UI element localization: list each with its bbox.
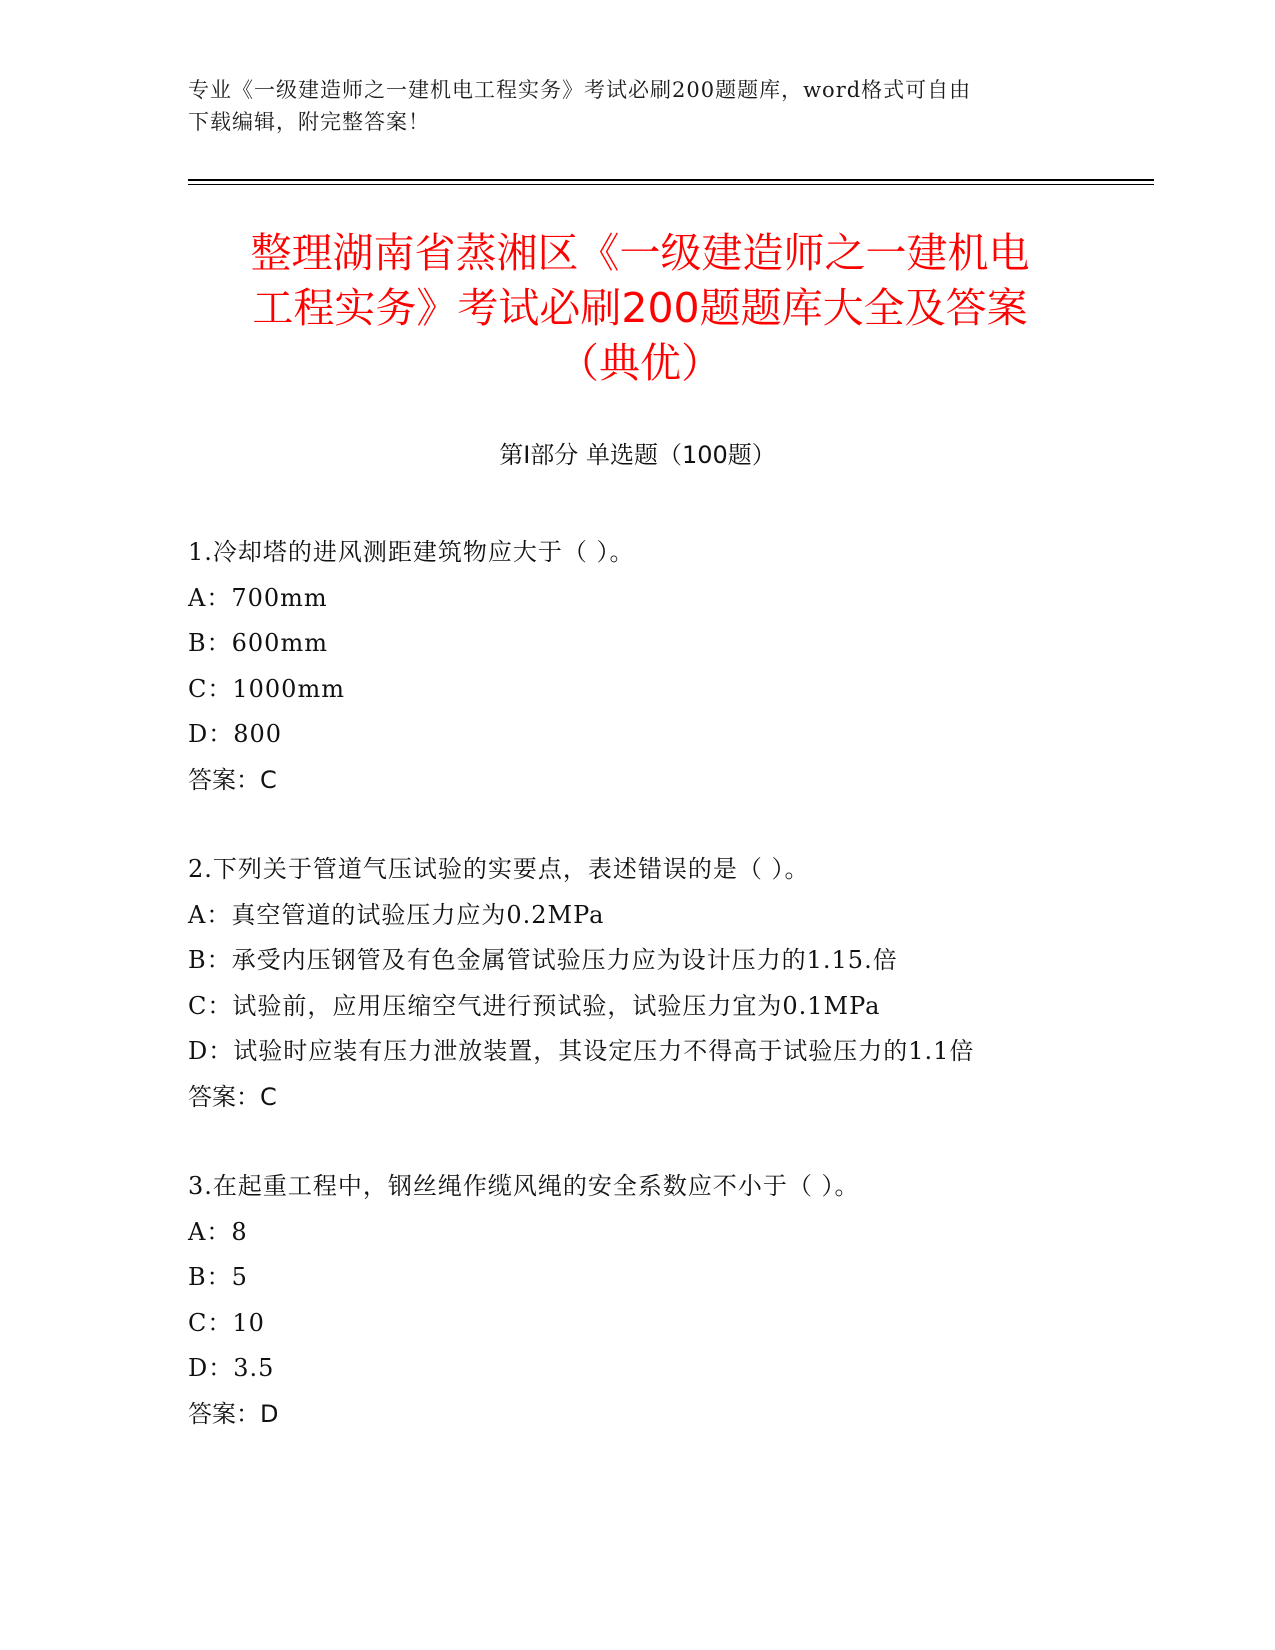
title-line-3: （典优） xyxy=(558,339,722,387)
section-title: 第Ⅰ部分 单选题（100题） xyxy=(499,441,776,469)
option-d: D：800 xyxy=(188,720,283,748)
title-line-2: 工程实务》考试必刷200题题库大全及答案 xyxy=(252,284,1028,332)
header-note-line-1: 专业《一级建造师之一建机电工程实务》考试必刷200题题库，word格式可自由 xyxy=(188,78,972,102)
header-divider-thin xyxy=(188,184,1154,185)
document-title xyxy=(160,226,1120,391)
option-b: B：600mm xyxy=(188,629,328,657)
title-line-1: 整理湖南省蒸湘区《一级建造师之一建机电 xyxy=(250,229,1030,277)
answer: 答案：C xyxy=(188,1082,277,1111)
answer: 答案：C xyxy=(188,765,277,794)
option-b: B：5 xyxy=(188,1263,248,1291)
option-a: A：700mm xyxy=(188,583,328,612)
question-2 xyxy=(188,847,1068,1120)
option-c: C：1000mm xyxy=(188,674,345,703)
question-stem: 3.在起重工程中，钢丝绳作缆风绳的安全系数应不小于（ ）。 xyxy=(188,1172,860,1200)
option-d: D：3.5 xyxy=(188,1354,275,1382)
answer: 答案：D xyxy=(188,1399,279,1428)
option-c: C：10 xyxy=(188,1308,265,1337)
option-a: A：8 xyxy=(188,1217,248,1246)
option-c: C：试验前，应用压缩空气进行预试验，试验压力宜为0.1MPa xyxy=(188,991,881,1020)
option-d: D：试验时应装有压力泄放装置，其设定压力不得高于试验压力的1.1倍 xyxy=(188,1037,975,1065)
question-stem: 2.下列关于管道气压试验的实要点，表述错误的是（ ）。 xyxy=(188,855,810,883)
question-3 xyxy=(188,1164,1068,1437)
header-note xyxy=(188,74,1068,138)
option-a: A：真空管道的试验压力应为0.2MPa xyxy=(188,900,605,929)
question-1 xyxy=(188,530,1068,803)
option-b: B：承受内压钢管及有色金属管试验压力应为设计压力的1.15.倍 xyxy=(188,946,898,974)
header-note-line-2: 下载编辑，附完整答案！ xyxy=(188,110,430,134)
question-list xyxy=(188,530,1068,1437)
header-divider-thick xyxy=(188,179,1154,181)
question-stem: 1.冷却塔的进风测距建筑物应大于（ ）。 xyxy=(188,538,635,566)
